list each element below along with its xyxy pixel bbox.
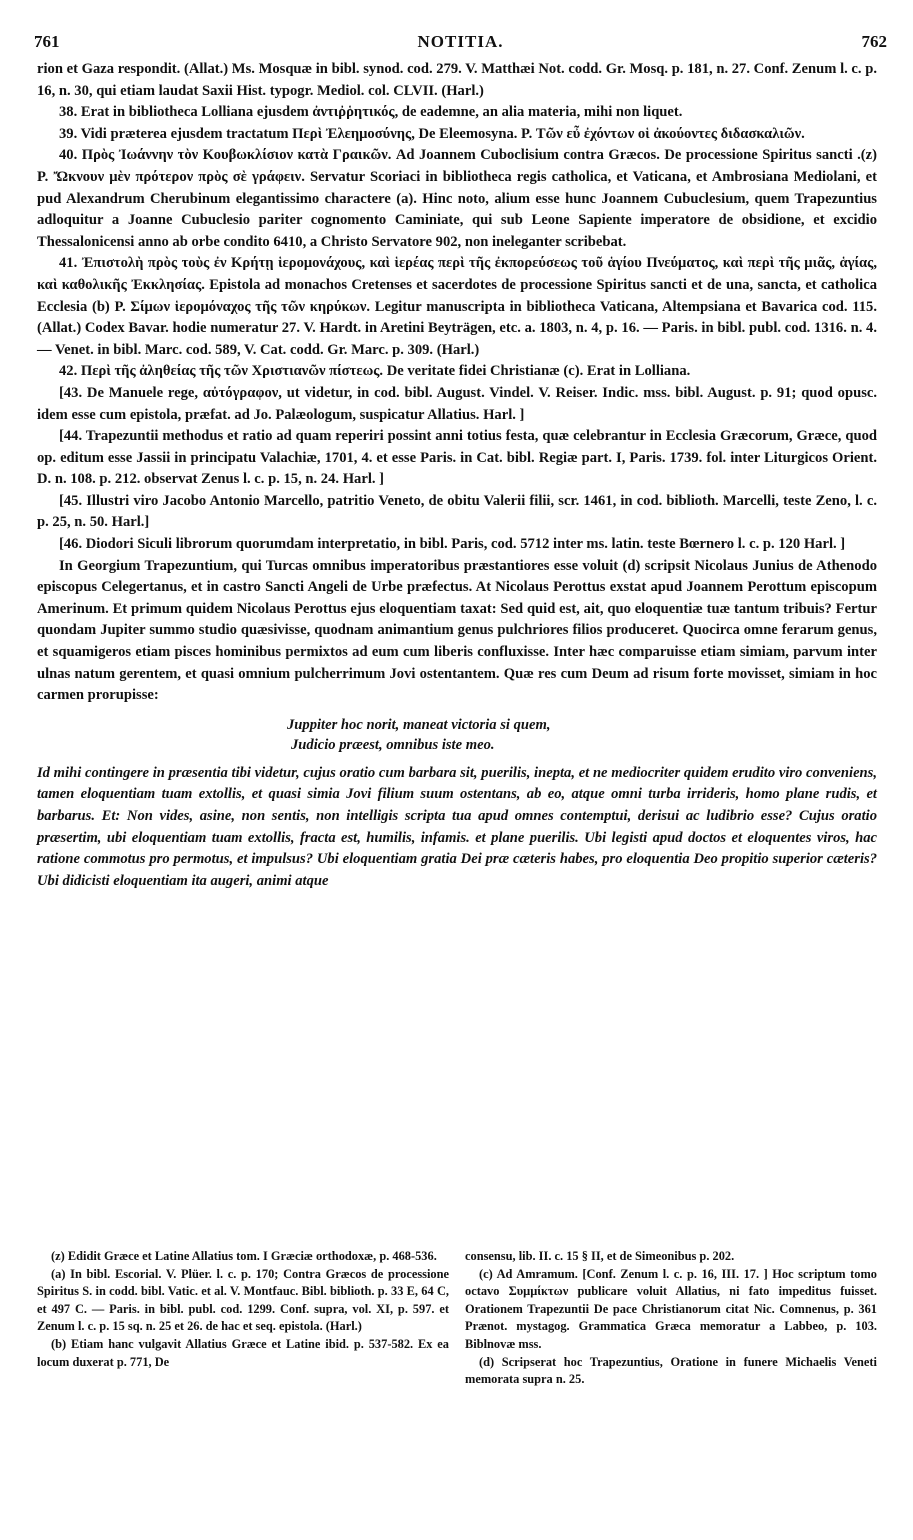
entry-38: 38. Erat in bibliotheca Lolliana ejusdem ἀντιῤῥητικός, de eademne, an alia materia, mihi non liquet. [59,104,683,121]
paragraph-georgium: In Georgium Trapezuntium, qui Turcas omnibus imperatoribus præstantiores esse voluit (d) scripsit Nicolaus Junius de Athenodo episcopus Celegertanus, et in castro Sancti Angeli de Urbe præfectus. At Nicolaus Perottus exstat apud Joannem Perottum episcopum Amerinum. Et primum quidem Nicolaus Perottus ejus eloquentiam taxat: Sed quid est, ait, quo eloquentiæ tuæ tantum tribuis? Fertur quondam Jupiter summo studio quæsivisse, quodnam animantium genus pulchriores filios produceret. Quocirca omne ferarum genus, et squamigeros etiam pisces hominibus permixtos ad eum cum liberis confluxisse. Inter hæc comparuisse etiam simiam, parvum inter ulnas natum gerentem, et quasi omnium pulcherrimum Jovi ostentantem. Quæ res cum Deum ad risum forte movisset, simiam in hoc carmen prorupisse: [37,557,877,704]
entry-39: 39. Vidi præterea ejusdem tractatum Περὶ Ἐλεημοσύνης, De Eleemosyna. P. Τῶν εὖ ἐχόντων οἱ ἀκούοντες διδασκαλιῶν. [59,125,805,142]
verse-line-1: Juppiter hoc norit, maneat victoria si quem, [287,716,551,733]
footnote-z: (z) Edidit Græce et Latine Allatius tom. I Græciæ orthodoxæ, p. 468-536. [51,1249,437,1263]
entry-40: 40. Πρὸς Ἰωάννην τὸν Κουβωκλίσιον κατὰ Γραικῶν. Ad Joannem Cuboclisium contra Græcos. De processione Spiritus sancti .(z) P. Ὤκνουν μὲν πρότερον πρὸς σὲ γράφειν. Servatur Scoriaci in bibliotheca regis catholica, et Vaticana, et Ambrosiana Mediolani, et pud Alexandrum Cherubinum elegantissimo charactere (a). Hinc noto, alium esse hunc Joannem Cubuclesium, quem Trapezuntius adloquitur a Joanne Cubuclesio pariter cognomento Caminiate, qui sub Leone Sapiente imperatore de obsidione, et excidio Thessalonicensi anno ab orbe condito 6410, a Christo Servatore 902, non ineleganter scribebat. [37,147,877,250]
entry-43: [43. De Manuele rege, αὐτόγραφον, ut videtur, in cod. bibl. August. Vindel. V. Reiser. Indic. mss. bibl. August. p. 91; quod opusc. idem esse cum epistola, præfat. ad Jo. Palæologum, suspicatur Allatius. Harl. ] [37,384,877,423]
footnote-d: (d) Scripserat hoc Trapezuntius, Oratione in funere Michaelis Veneti memorata supra n. 25. [465,1354,877,1387]
paragraph-intro: rion et Gaza respondit. (Allat.) Ms. Mosquæ in bibl. synod. cod. 279. V. Matthæi Not. codd. Gr. Mosq. p. 181, n. 27. Conf. Zenum l. c. p. 16, n. 30, qui etiam laudat Saxii Hist. typogr. Mediol. col. CLVII. (Harl.) [37,61,877,99]
entry-45: [45. Illustri viro Jacobo Antonio Marcello, patritio Veneto, de obitu Valerii filii, scr. 1461, in cod. biblioth. Marcelli, teste Zeno, l. c. p. 25, n. 50. Harl.] [37,492,877,531]
footnote-c: (c) Ad Amramum. [Conf. Zenum l. c. p. 16, III. 17. ] Hoc scriptum tomo octavo Συμμίκτων publicare voluit Allatius, ni fato impeditus fuisset. Orationem Trapezuntii De pace Christianorum citat Nic. Comnenus, p. 361 Prænot. mystagog. Grammatica Græca memoratur a Labbeo, p. 103. Biblnovæ mss. [465,1266,877,1351]
verse-line-2: Judicio præest, omnibus iste meo. [291,736,495,753]
running-title: NOTITIA. [417,32,504,51]
page-number-left: 761 [34,32,60,51]
footnote-b: (b) Etiam hanc vulgavit Allatius Græce et Latine ibid. p. 537-582. Ex ea locum duxerat p. 771, De [37,1336,449,1369]
entry-41: 41. Ἐπιστολὴ πρὸς τοὺς ἐν Κρήτῃ ἱερομονάχους, καὶ ἱερέας περὶ τῆς ἐκπορεύσεως τοῦ ἁγίου Πνεύματος, καὶ περὶ τῆς μιᾶς, ἁγίας, καὶ καθολικῆς Ἐκκλησίας. Epistola ad monachos Cretenses et sacerdotes de processione Spiritus sancti et de una, sancta, et catholica Ecclesia (b) P. Σίμων ἱερομόναχος τῆς τῶν κηρύκων. Legitur manuscripta in bibliotheca Vaticana, Altempsiana et Bavarica cod. 115. (Allat.) Codex Bavar. hodie numeratur 27. V. Hardt. in Aretini Beyträgen, etc. a. 1803, n. 4, p. 16. — Paris. in bibl. publ. cod. 1316. n. 4. — Venet. in bibl. Marc. cod. 589, V. Cat. codd. Gr. Marc. p. 309. (Harl.) [37,255,877,358]
page-number-right: 762 [861,32,887,51]
footnotes [37,1248,877,1389]
main-text [37,59,877,892]
paragraph-id-mihi: Id mihi contingere in præsentia tibi videtur, cujus oratio cum barbara sit, puerilis, inepta, et ne mediocriter quidem erudito viro conveniens, tamen eloquentiam tuam extollis, et quasi simia Jovi filium suum ostentans, ab eo, atque omni turba irrideris, homo plane rudis, et barbarus. Et: Non vides, asine, non sentis, non intelligis scripta tua apud omnes contemptui, derisui ac ludibrio esse? Cujus oratio præsertim, ubi eloquentiam tuam extollis, fracta est, humilis, infamis. et plane puerilis. Ubi legisti apud doctos et eloquentes viros, hac ratione commotus pro permotus, et impulsus? Ubi eloquentiam gratia Dei præ cæteris habes, pro eloquentia Deo propitio superior cæteris? Ubi didicisti eloquentiam ita augeri, animi atque [37,764,877,889]
footnote-b-continued: consensu, lib. II. c. 15 § II, et de Simeonibus p. 202. [465,1249,735,1263]
footnotes-left-column [37,1248,449,1389]
entry-44: [44. Trapezuntii methodus et ratio ad quam reperiri possint anni totius festa, quæ celebrantur in Ecclesia Græcorum, Græce, quod op. editum esse Jassii in principatu Valachiæ, 1701, 4. et esse Paris. in Cat. bibl. Regiæ part. I, Paris. 1739. fol. inter Liturgicos Orient. D. n. 108. p. 212. observat Zenus l. c. p. 15, n. 24. Harl. ] [37,428,877,488]
running-header [34,32,887,56]
entry-42: 42. Περὶ τῆς ἀληθείας τῆς τῶν Χριστιανῶν πίστεως. De veritate fidei Christianæ (c). Erat in Lolliana. [59,363,691,380]
footnotes-right-column [465,1248,877,1389]
verse-quote [287,715,877,755]
footnote-a: (a) In bibl. Escorial. V. Plüer. l. c. p. 170; Contra Græcos de processione Spiritus S. in codd. bibl. Vatic. et al. V. Montfauc. Bibl. biblioth. p. 33 E, 64 C, et 497 C. — Paris. in bibl. publ. cod. 1299. Conf. supra, vol. XI, p. 597. et Zenum l. c. p. 15 sq. n. 25 et 26. de hac et seq. epistola. (Harl.) [37,1266,449,1334]
entry-46: [46. Diodori Siculi librorum quorumdam interpretatio, in bibl. Paris, cod. 5712 inter ms. latin. teste Bœrnero l. c. p. 120 Harl. ] [59,536,846,553]
